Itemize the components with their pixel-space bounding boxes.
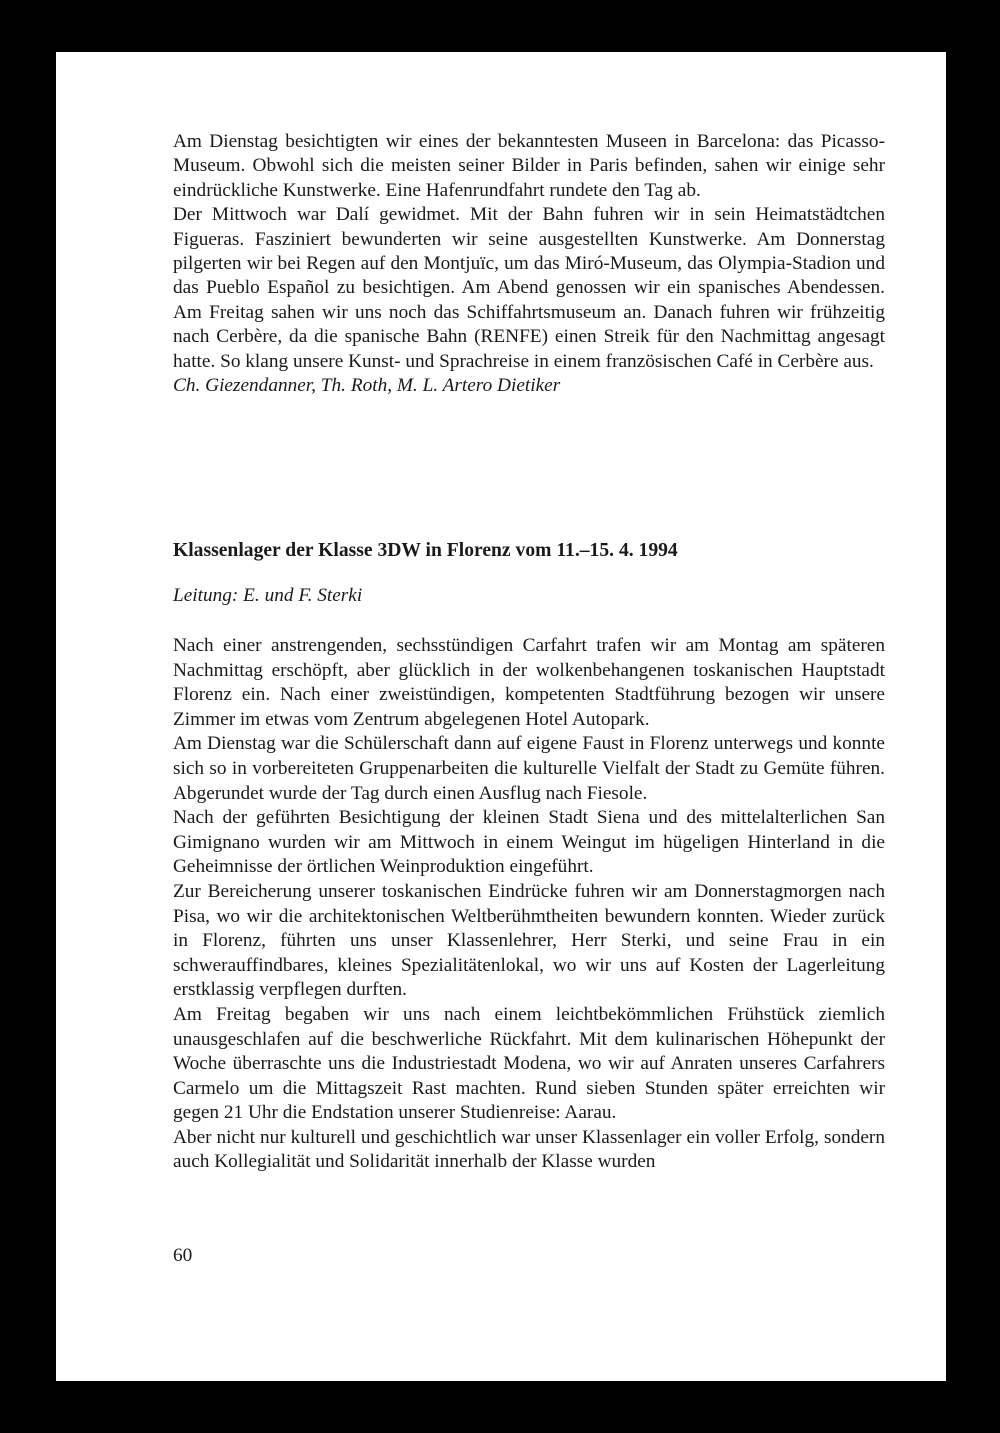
- paragraph: Der Mittwoch war Dalí gewidmet. Mit der Bahn fuhren wir in sein Heimatstädtchen Figueras. Fasziniert bewunderten wir seine ausgestellten Kunstwerke. Am Donnerstag pilgerten wir bei Regen auf den Montjuïc, um das Miró-Museum, das Olympia-Stadion und das Pueblo Español zu besichtigen. Am Abend genossen wir ein spanisches Abendessen. Am Freitag sahen wir uns noch das Schiffahrtsmuseum an. Danach fuhren wir frühzeitig nach Cerbère, da die spanische Bahn (RENFE) einen Streik für den Nachmittag angesagt hatte. So klang unsere Kunst- und Sprachreise in einem französischen Café in Cerbère aus.: [173, 204, 885, 372]
- paragraph: Am Dienstag besichtigten wir eines der bekanntesten Museen in Barcelona: das Picasso-Museum. Obwohl sich die meisten seiner Bilder in Paris befinden, sahen wir einige sehr eindrückliche Kunstwerke. Eine Hafenrundfahrt rundete den Tag ab.: [173, 131, 885, 201]
- paragraph: Am Dienstag war die Schülerschaft dann auf eigene Faust in Florenz unterwegs und konnte sich so in vorbereiteten Gruppenarbeiten die kulturelle Vielfalt der Stadt zu Gemüte führen. Abgerundet wurde der Tag durch einen Ausflug nach Fiesole.: [173, 733, 885, 804]
- page-number: 60: [173, 1245, 193, 1266]
- section-heading: Klassenlager der Klasse 3DW in Florenz vom 11.–15. 4. 1994: [173, 540, 678, 561]
- paragraph: Am Freitag begaben wir uns nach einem leichtbekömmlichen Frühstück ziemlich unausgeschlafen auf die beschwerliche Rückfahrt. Mit dem kulinarischen Höhepunkt der Woche überraschte uns die Industriestadt Modena, wo wir auf Anraten unseres Carfahrers Carmelo um die Mittagszeit Rast machten. Rund sieben Stunden später erreichten wir gegen 21 Uhr die Endstation unserer Studienreise: Aarau.: [173, 1003, 885, 1124]
- paragraph: Nach einer anstrengenden, sechsstündigen Carfahrt trafen wir am Montag am späteren Nachmittag erschöpft, aber glücklich in der wolkenbehangenen toskanischen Hauptstadt Florenz ein. Nach einer zweistündigen, kompetenten Stadtführung bezogen wir unsere Zimmer im etwas vom Zentrum abgelegenen Hotel Autopark.: [173, 635, 885, 730]
- section-leitung: Leitung: E. und F. Sterki: [173, 585, 363, 606]
- author-signature: Ch. Giezendanner, Th. Roth, M. L. Artero Dietiker: [173, 375, 561, 397]
- section-florenz: [173, 634, 885, 1175]
- document-page: [56, 52, 946, 1381]
- paragraph: Aber nicht nur kulturell und geschichtlich war unser Klassenlager ein voller Erfolg, sondern auch Kollegialität und Solidarität innerhalb der Klasse wurden: [173, 1126, 885, 1173]
- paragraph: Zur Bereicherung unserer toskanischen Eindrücke fuhren wir am Donnerstagmorgen nach Pisa, wo wir die architektonischen Weltberühmtheiten bewundern konnten. Wieder zurück in Florenz, führten uns unser Klassenlehrer, Herr Sterki, und seine Frau in ein schwerauffindbares, kleines Spezialitätenlokal, wo wir uns auf Kosten der Lagerleitung erstklassig verpflegen durften.: [173, 880, 885, 1001]
- section-barcelona: [173, 130, 885, 398]
- paragraph: Nach der geführten Besichtigung der kleinen Stadt Siena und des mittelalterlichen San Gimignano wurden wir am Mittwoch in einem Weingut im hügeligen Hinterland in die Geheimnisse der örtlichen Weinproduktion eingeführt.: [173, 807, 885, 878]
